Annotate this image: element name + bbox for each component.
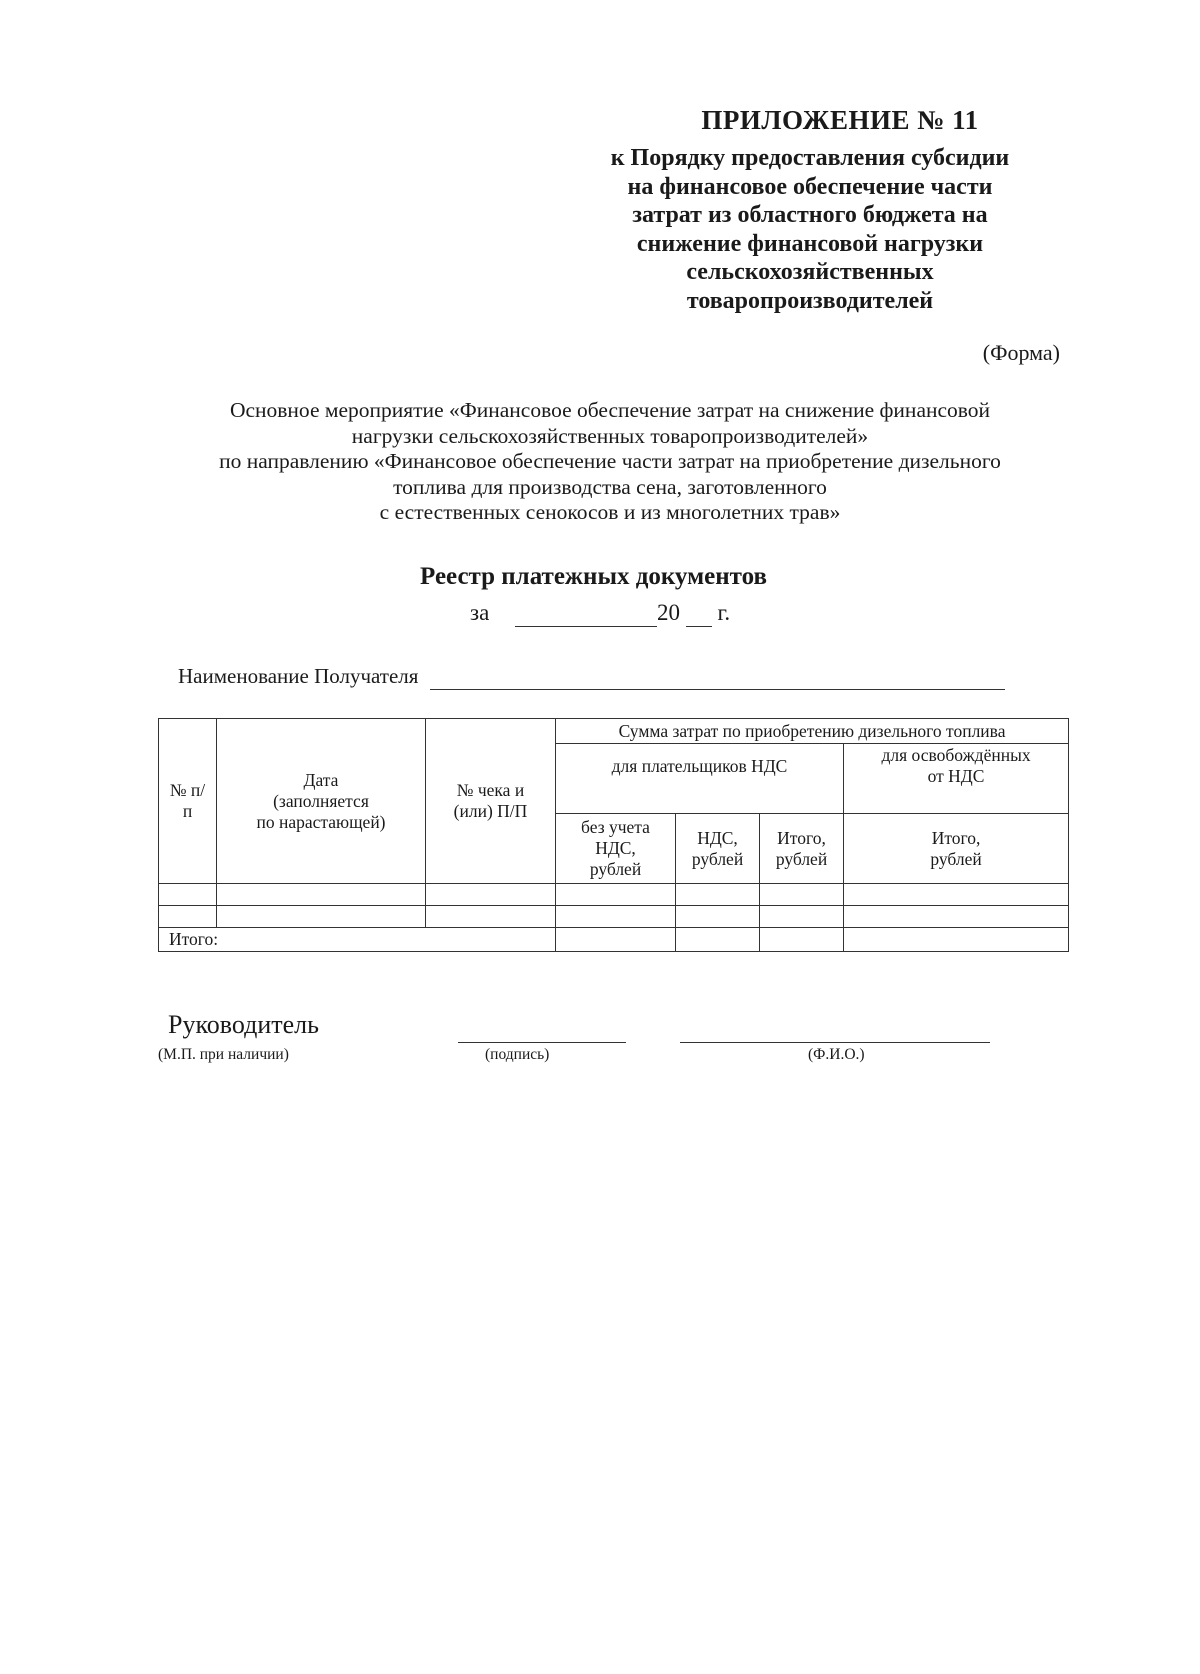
col-check-line: № чека и bbox=[456, 780, 525, 800]
period-prefix: за bbox=[470, 600, 490, 625]
col-total-payers-line: рублей bbox=[775, 848, 828, 869]
col-without-vat-line: рублей bbox=[589, 859, 642, 879]
total-row bbox=[159, 928, 1069, 952]
col-total-exempt-line: Итого, bbox=[931, 827, 981, 848]
table-cell[interactable] bbox=[676, 884, 760, 906]
table-cell[interactable] bbox=[760, 906, 844, 928]
vat-payers-header: для плательщиков НДС bbox=[556, 744, 844, 814]
vat-exempt-line: для освобождённых bbox=[881, 745, 1031, 765]
sum-group-header: Сумма затрат по приобретению дизельного топлива bbox=[556, 719, 1069, 744]
period-suffix: г. bbox=[717, 600, 731, 625]
col-without-vat-header bbox=[556, 814, 676, 884]
annex-line: снижение финансовой нагрузки bbox=[636, 230, 984, 257]
year-blank[interactable] bbox=[686, 600, 712, 627]
annex-line: на финансовое обеспечение части bbox=[627, 173, 993, 200]
annex-title: ПРИЛОЖЕНИЕ № 11 bbox=[701, 105, 979, 135]
recipient-field[interactable] bbox=[430, 664, 1005, 690]
table-cell[interactable] bbox=[844, 928, 1069, 952]
head-label: Руководитель bbox=[168, 1010, 319, 1039]
annex-line: товаропроизводителей bbox=[686, 287, 934, 314]
table-cell[interactable] bbox=[760, 928, 844, 952]
basis-line: нагрузки сельскохозяйственных товаропроизводителей» bbox=[351, 423, 869, 448]
form-label: (Форма) bbox=[982, 340, 1060, 365]
col-vat-header bbox=[676, 814, 760, 884]
table-cell[interactable] bbox=[760, 884, 844, 906]
col-total-payers-header bbox=[760, 814, 844, 884]
period-blank[interactable] bbox=[515, 600, 657, 627]
table-cell[interactable] bbox=[844, 906, 1069, 928]
table-cell[interactable] bbox=[844, 884, 1069, 906]
stamp-note: (М.П. при наличии) bbox=[158, 1046, 289, 1063]
col-total-exempt-header bbox=[844, 814, 1069, 884]
annex-header bbox=[560, 105, 1060, 315]
recipient-line bbox=[178, 664, 1005, 690]
table-row bbox=[159, 906, 1069, 928]
table-cell[interactable] bbox=[556, 928, 676, 952]
col-vat-line: рублей bbox=[691, 848, 744, 869]
col-date-header bbox=[217, 719, 426, 884]
col-number-label: № п/п bbox=[169, 780, 206, 821]
table-cell[interactable] bbox=[556, 884, 676, 906]
name-line[interactable] bbox=[680, 1042, 990, 1043]
table-cell[interactable] bbox=[676, 906, 760, 928]
col-total-payers-line: Итого, bbox=[777, 827, 826, 848]
table-cell[interactable] bbox=[217, 906, 426, 928]
signature-line[interactable] bbox=[458, 1042, 626, 1043]
annex-line: сельскохозяйственных bbox=[686, 259, 934, 285]
col-without-vat-line: без учета bbox=[581, 817, 650, 837]
col-date-line: по нарастающей) bbox=[256, 811, 386, 832]
recipient-label: Наименование Получателя bbox=[178, 664, 419, 688]
basis-description bbox=[150, 398, 1070, 526]
annex-line: затрат из областного бюджета на bbox=[632, 202, 988, 228]
basis-line: топлива для производства сена, заготовленного bbox=[393, 474, 827, 499]
table-cell[interactable] bbox=[676, 928, 760, 952]
table-cell[interactable] bbox=[426, 884, 556, 906]
table-row bbox=[159, 884, 1069, 906]
col-vat-line: НДС, bbox=[697, 827, 738, 848]
annex-line: к Порядку предоставления субсидии bbox=[610, 145, 1010, 171]
col-date-line: Дата bbox=[303, 769, 339, 790]
col-check-header bbox=[426, 719, 556, 884]
registry-table bbox=[158, 718, 1069, 952]
basis-line: Основное мероприятие «Финансовое обеспечение затрат на снижение финансовой bbox=[229, 398, 991, 422]
basis-line: по направлению «Финансовое обеспечение части затрат на приобретение дизельного bbox=[219, 449, 1001, 473]
table-cell[interactable] bbox=[159, 884, 217, 906]
col-check-line: (или) П/П bbox=[453, 801, 528, 821]
signature-caption: (подпись) bbox=[485, 1046, 550, 1063]
total-label: Итого: bbox=[159, 928, 556, 952]
registry-title: Реестр платежных документов bbox=[420, 563, 767, 590]
vat-exempt-header bbox=[844, 744, 1069, 814]
vat-exempt-line: от НДС bbox=[927, 766, 985, 786]
table-cell[interactable] bbox=[426, 906, 556, 928]
col-date-line: (заполняется bbox=[273, 790, 369, 811]
table-cell[interactable] bbox=[217, 884, 426, 906]
table-cell[interactable] bbox=[556, 906, 676, 928]
name-caption: (Ф.И.О.) bbox=[808, 1046, 865, 1063]
col-number-header bbox=[159, 719, 217, 884]
period-line bbox=[470, 600, 730, 627]
col-without-vat-line: НДС, bbox=[595, 838, 636, 858]
period-year: 20 bbox=[657, 600, 681, 625]
basis-line: с естественных сенокосов и из многолетних трав» bbox=[379, 500, 841, 524]
table-cell[interactable] bbox=[159, 906, 217, 928]
col-total-exempt-line: рублей bbox=[930, 848, 982, 869]
